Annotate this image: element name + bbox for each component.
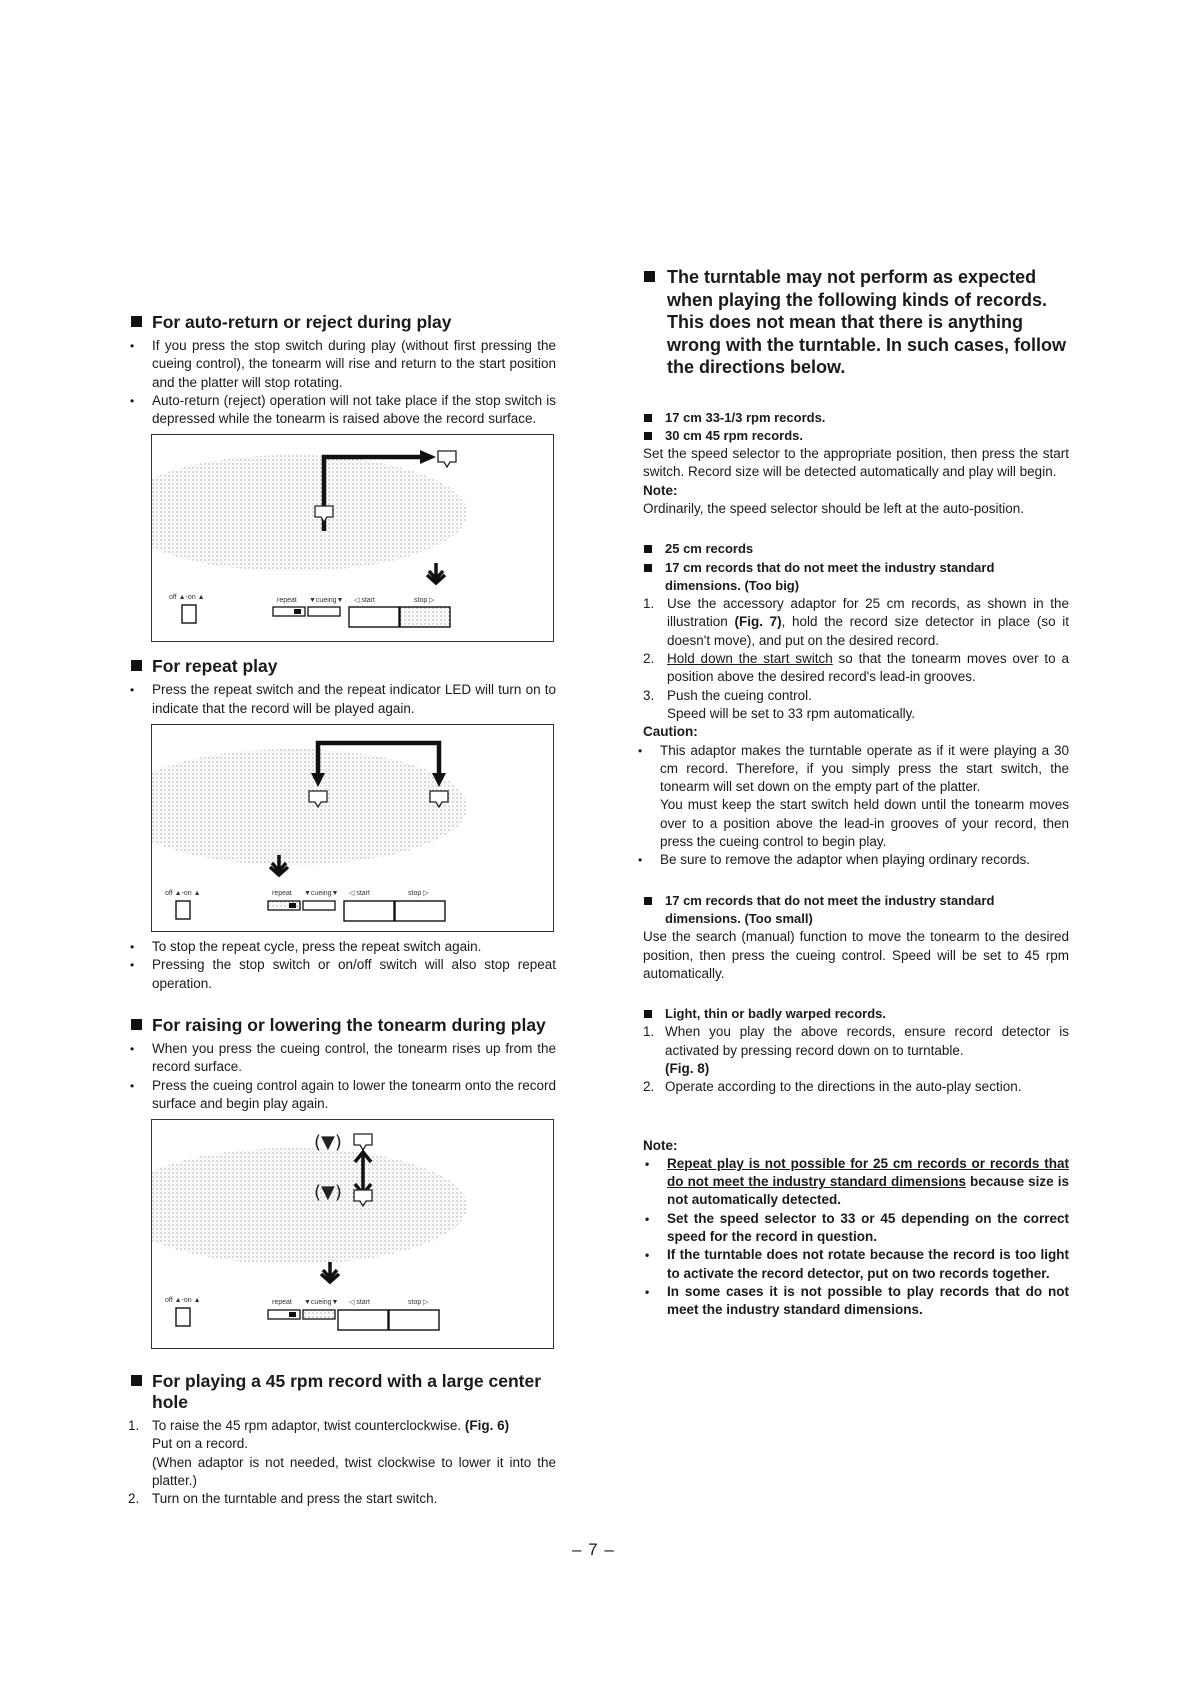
repeat-label: repeat xyxy=(272,1299,292,1307)
cueing-illustration xyxy=(152,1120,553,1348)
step-text: (When adaptor is not needed, twist clockwise to lower it into the platter.) xyxy=(152,1454,556,1489)
list-item xyxy=(643,1023,1069,1078)
figure-ref: (Fig. 8) xyxy=(665,1061,710,1076)
list-item: • In some cases it is not possible to play records that do not meet the industry standard dimensions. xyxy=(643,1283,1069,1320)
rpm45-heading: For playing a 45 rpm record with a large center hole xyxy=(128,1371,556,1413)
left-column xyxy=(128,312,556,1509)
repeat-diagram xyxy=(151,724,554,932)
power-button xyxy=(182,605,196,623)
s2-steps xyxy=(643,595,1069,723)
step-text: Operate according to the directions in the auto-play section. xyxy=(665,1079,1022,1095)
step-text: Turn on the turntable and press the start switch. xyxy=(152,1491,438,1507)
cueing-switch xyxy=(308,607,340,616)
auto-return-heading: For auto-return or reject during play xyxy=(128,312,556,333)
step-number: 3. xyxy=(643,687,655,703)
stylus-icon xyxy=(354,1134,372,1150)
stop-switch xyxy=(395,901,445,921)
list-item: • Press the cueing control again to lower the tonearm onto the record surface and begin play again. xyxy=(128,1077,556,1114)
power-button xyxy=(176,901,190,919)
repeat-illustration xyxy=(152,725,553,931)
caution-label: Caution: xyxy=(643,724,698,740)
stop-label: stop ▷ xyxy=(408,1299,429,1307)
list-item xyxy=(643,595,1069,650)
s1-head2: 30 cm 45 rpm records. xyxy=(643,427,1069,445)
list-item: • Be sure to remove the adaptor when playing ordinary records. xyxy=(636,851,1069,869)
s4-steps xyxy=(643,1023,1069,1096)
step-text: Speed will be set to 33 rpm automatically. xyxy=(667,705,916,721)
stop-label: stop ▷ xyxy=(414,597,435,605)
s2-head2: 17 cm records that do not meet the industry standard dimensions. (Too big) xyxy=(643,559,1069,596)
cueing-label: ▼cueing▼ xyxy=(309,597,344,605)
start-switch xyxy=(338,1310,388,1330)
repeat-heading: For repeat play xyxy=(128,656,556,677)
record-platter xyxy=(152,1148,467,1264)
step-text: so that the tonearm moves over to a position above the desired record's lead-in grooves. xyxy=(667,651,1069,685)
cueing-switch xyxy=(303,1310,335,1319)
intro-heading: The turntable may not perform as expected when playing the following kinds of records. This does not mean that there is anything wrong with the turntable. In such cases, follow the directions below. xyxy=(643,266,1069,379)
step-text: Push the cueing control. xyxy=(667,687,812,703)
repeat-stop-list xyxy=(128,938,556,993)
list-item: • If the turntable does not rotate because the record is too light to activate the record detector, put on two records together. xyxy=(643,1246,1069,1283)
s3-head: 17 cm records that do not meet the industry standard dimensions. (Too small) xyxy=(643,892,1069,929)
auto-return-diagram xyxy=(151,434,554,642)
start-switch xyxy=(349,607,399,627)
note-text-underlined: Repeat play is not possible for 25 cm records or records that do not meet the industry standard dimensions xyxy=(667,1155,1069,1190)
list-item xyxy=(643,650,1069,687)
start-label: ◁ start xyxy=(354,597,375,605)
s1-text: Set the speed selector to the appropriate position, then press the start switch. Record size will be detected automatically and play will begin. xyxy=(643,446,1069,480)
caution-text: You must keep the start switch held down until the tonearm moves over to a position above the lead-in grooves of your record, then press the cueing control to begin play. xyxy=(660,797,1069,850)
page-number: – 7 – xyxy=(572,1540,615,1559)
s1-note-text: Ordinarily, the speed selector should be left at the auto-position. xyxy=(643,500,1024,516)
power-button xyxy=(176,1308,190,1326)
step-number: 1. xyxy=(643,596,655,612)
raising-list xyxy=(128,1040,556,1113)
step-text-underlined: Hold down the start switch xyxy=(667,651,833,667)
press-arrow-icon xyxy=(427,563,445,583)
list-item xyxy=(643,687,1069,724)
raising-heading: For raising or lowering the tonearm during play xyxy=(128,1015,556,1036)
note-label: Note: xyxy=(643,1137,678,1153)
list-item: • Auto-return (reject) operation will not take place if the stop switch is depressed while the tonearm is raised above the record surface. xyxy=(128,392,556,429)
step-text: , hold the record size detector in place (so it doesn't move), and put on the desired record. xyxy=(667,614,1069,648)
figure-ref: (Fig. 6) xyxy=(464,1418,510,1434)
list-item xyxy=(643,1155,1069,1210)
stop-switch xyxy=(400,607,450,627)
record-platter xyxy=(152,455,467,571)
cueing-up-icon: (▼) xyxy=(314,1132,342,1154)
arrow-head-icon xyxy=(420,450,436,464)
start-switch xyxy=(344,901,394,921)
step-number: 2. xyxy=(643,1079,655,1095)
press-arrow-icon xyxy=(321,1262,339,1282)
list-item xyxy=(643,1078,1069,1096)
right-column xyxy=(643,266,1069,1320)
list-item: • Set the speed selector to 33 or 45 depending on the correct speed for the record in question. xyxy=(643,1210,1069,1247)
s1-note-label: Note: xyxy=(643,482,678,498)
list-item: • Press the repeat switch and the repeat indicator LED will turn on to indicate that the record will be played again. xyxy=(128,681,556,718)
rpm45-steps xyxy=(128,1417,556,1508)
step-text: Put on a record. xyxy=(152,1436,249,1452)
caution-text: This adaptor makes the turntable operate as if it were playing a 30 cm record. Therefore, if you simply press the start switch, the tonearm will set down on the empty part of the platter. xyxy=(660,742,1069,795)
cueing-label: ▼cueing▼ xyxy=(304,890,339,898)
step-text: Use the accessory adaptor for 25 cm records, as shown in the illustration xyxy=(667,596,1069,630)
s3-text: Use the search (manual) function to move the tonearm to the desired position, then press the cueing control. Speed will be set to 45 rpm automatically. xyxy=(643,929,1069,981)
list-item xyxy=(128,1490,556,1508)
auto-return-list xyxy=(128,337,556,428)
list-item xyxy=(636,742,1069,852)
start-label: ◁ start xyxy=(349,1299,370,1307)
figure-ref: (Fig. 7) xyxy=(734,614,782,630)
off-on-label: off ▲-on ▲ xyxy=(165,1297,201,1305)
repeat-label: repeat xyxy=(272,890,292,898)
step-number: 2. xyxy=(643,651,655,667)
step-number: 2. xyxy=(128,1491,140,1507)
start-label: ◁ start xyxy=(349,890,370,898)
step-text: To raise the 45 rpm adaptor, twist counterclockwise. xyxy=(152,1418,462,1434)
s4-head: Light, thin or badly warped records. xyxy=(643,1005,1069,1023)
cueing-diagram xyxy=(151,1119,554,1349)
list-item: • To stop the repeat cycle, press the repeat switch again. xyxy=(128,938,556,956)
cueing-switch xyxy=(303,901,335,910)
record-platter xyxy=(152,749,467,865)
list-item: • Pressing the stop switch or on/off switch will also stop repeat operation. xyxy=(128,956,556,993)
stop-label: stop ▷ xyxy=(408,890,429,898)
note-list xyxy=(643,1155,1069,1320)
off-on-label: off ▲-on ▲ xyxy=(169,594,205,602)
step-number: 1. xyxy=(643,1024,655,1040)
list-item: • If you press the stop switch during play (without first pressing the cueing control), the tonearm will rise and return to the start position and the platter will stop rotating. xyxy=(128,337,556,392)
repeat-label: repeat xyxy=(277,597,297,605)
list-item: • When you press the cueing control, the tonearm rises up from the record surface. xyxy=(128,1040,556,1077)
off-on-label: off ▲-on ▲ xyxy=(165,890,201,898)
cueing-down-icon: (▼) xyxy=(314,1182,342,1204)
step-number: 1. xyxy=(128,1418,140,1434)
stylus-icon xyxy=(438,451,456,467)
cueing-label: ▼cueing▼ xyxy=(304,1299,339,1307)
s2-head1: 25 cm records xyxy=(643,540,1069,558)
stop-switch xyxy=(389,1310,439,1330)
note-text: because size is not automatically detected. xyxy=(667,1174,1069,1208)
step-text: When you play the above records, ensure record detector is activated by pressing record down on to turntable. xyxy=(665,1024,1069,1058)
s1-head1: 17 cm 33-1/3 rpm records. xyxy=(643,409,1069,427)
repeat-list xyxy=(128,681,556,718)
caution-list xyxy=(636,742,1069,870)
auto-return-illustration xyxy=(152,435,553,641)
list-item xyxy=(128,1417,556,1490)
